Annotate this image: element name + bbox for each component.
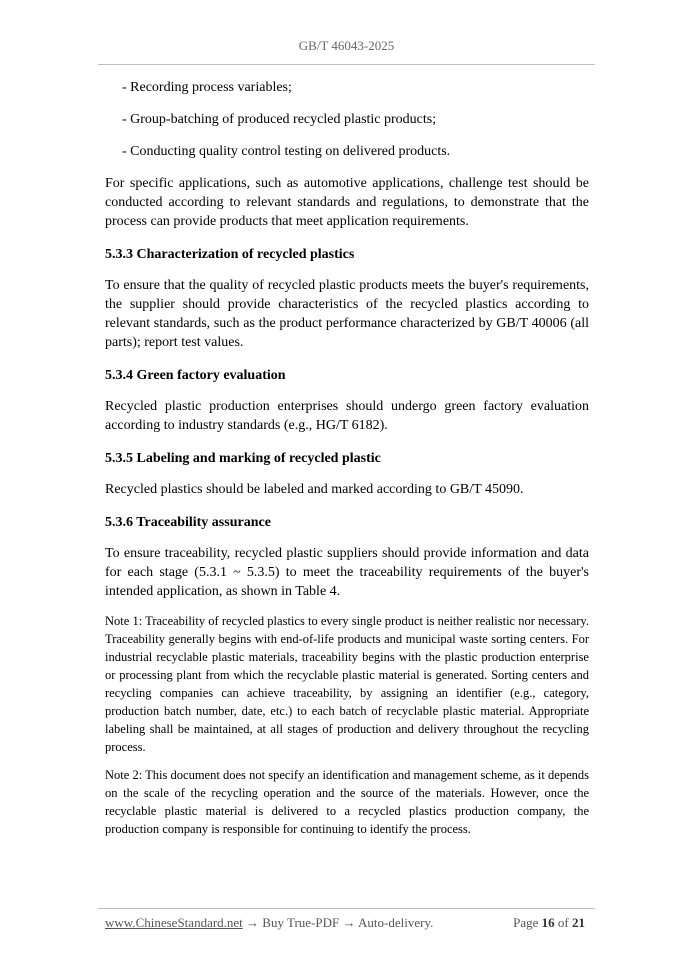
section-heading-5-3-5: 5.3.5 Labeling and marking of recycled plastic: [105, 451, 381, 466]
arrow-icon: →: [339, 915, 359, 930]
bullet-item: - Group-batching of produced recycled plastic products;: [122, 112, 437, 127]
note-1: Note 1: Traceability of recycled plastics to every single product is neither realistic nor necessary. Traceability generally begins with end-of-life products and municipal waste sorting centers. For industrial recyclable plastic materials, traceability begins with the plastic production enterprise or processing plant from which the recyclable plastic material is generated. Sorting centers and recycling companies can achieve traceability, by assigning an identifier (e.g., category, production batch number, date, etc.) to each batch of recyclable plastic material. Appropriate labeling shall be maintained, at all stages of production and delivery throughout the recycling process.: [105, 614, 589, 754]
arrow-icon: →: [242, 915, 263, 930]
footer-links: [105, 915, 433, 931]
header-rule: [98, 64, 595, 65]
page-current: 16: [541, 915, 555, 930]
section-text-5-3-4: Recycled plastic production enterprises should undergo green factory evaluation according to industry standards (e.g., HG/T 6182).: [105, 399, 589, 433]
bullet-item: - Conducting quality control testing on delivered products.: [122, 144, 451, 159]
bullet-item: - Recording process variables;: [122, 80, 292, 95]
section-text-5-3-6: To ensure traceability, recycled plastic suppliers should provide information and data for each stage (5.3.1 ~ 5.3.5) to meet the traceability requirements of the buyer's intended application, as shown in Table 4.: [105, 546, 589, 599]
section-heading-5-3-3: 5.3.3 Characterization of recycled plastics: [105, 247, 355, 262]
page-label: Page: [513, 915, 539, 930]
buy-true-pdf-text: Buy True-PDF: [262, 915, 340, 930]
section-text-5-3-5: Recycled plastics should be labeled and marked according to GB/T 45090.: [105, 482, 524, 497]
section-text-5-3-3: To ensure that the quality of recycled plastic products meets the buyer's requirements, the supplier should provide characteristics of the recycled plastics according to relevant standards, such as the product performance characterized by GB/T 40006 (all parts); report test values.: [105, 278, 589, 350]
of-label: of: [557, 915, 569, 930]
page-total: 21: [572, 915, 585, 930]
section-heading-5-3-6: 5.3.6 Traceability assurance: [105, 515, 271, 530]
page-header: GB/T 46043-2025: [298, 38, 395, 53]
page-content: [105, 78, 589, 848]
footer-rule: [98, 908, 595, 909]
intro-paragraph: For specific applications, such as automotive applications, challenge test should be conducted according to relevant standards and regulations, to demonstrate that the process can provide products that meet application requirements.: [105, 176, 589, 229]
section-heading-5-3-4: 5.3.4 Green factory evaluation: [105, 368, 286, 383]
site-link[interactable]: www.ChineseStandard.net: [105, 915, 243, 930]
note-2: Note 2: This document does not specify an identification and management scheme, as it depends on the scale of the recycling operation and the source of the materials. However, once the recyclable plastic material is delivered to a recycled plastics production company, the production company is responsible for continuing to identify the process.: [105, 768, 589, 836]
page-number: [513, 915, 585, 931]
auto-delivery-text: Auto-delivery.: [358, 915, 434, 930]
